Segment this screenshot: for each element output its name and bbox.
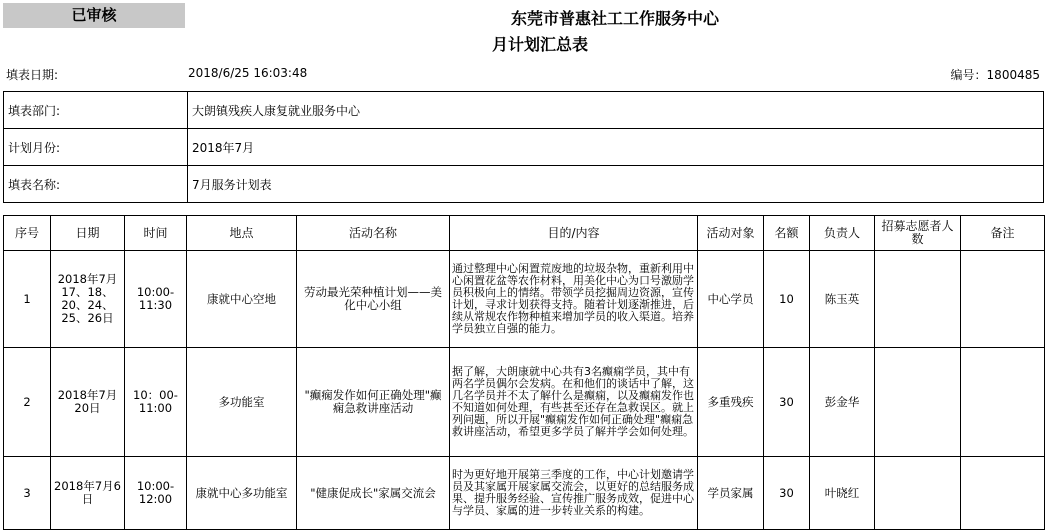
col-header-place: 地点 <box>187 216 297 251</box>
cell-place: 多功能室 <box>187 348 297 457</box>
serial-number: 编号：1800485 <box>950 68 1040 82</box>
dept-row <box>4 92 1044 129</box>
cell-activity: "健康促成长"家属交流会 <box>297 457 450 530</box>
cell-quota: 30 <box>764 457 810 530</box>
cell-target: 学员家属 <box>698 457 764 530</box>
cell-content: 据了解，大朗康就中心共有3名癫痫学员，其中有两名学员偶尔会发病。在和他们的谈话中了解，这几名学员并不太了解什么是癫痫，以及癫痫发作也不知道如何处理，有些甚至还存在急救误区。就上列问题，所以开展"癫痫发作如何正确处理"癫痫急救讲座活动，希望更多学员了解并学会如何处理。 <box>450 348 698 457</box>
fill-date-value: 2018/6/25 16:03:48 <box>188 66 308 80</box>
cell-quota: 10 <box>764 251 810 348</box>
month-row <box>4 129 1044 166</box>
month-label: 计划月份: <box>4 129 188 166</box>
cell-remark <box>961 457 1045 530</box>
col-header-quota: 名额 <box>764 216 810 251</box>
col-header-content: 目的/内容 <box>450 216 698 251</box>
name-row <box>4 166 1044 203</box>
audit-status-badge: 已审核 <box>3 3 185 28</box>
info-table <box>3 91 1044 203</box>
dept-label: 填表部门: <box>4 92 188 129</box>
cell-remark <box>961 348 1045 457</box>
cell-leader: 陈玉英 <box>810 251 875 348</box>
col-header-target: 活动对象 <box>698 216 764 251</box>
table-header-row <box>4 216 1045 251</box>
cell-date: 2018年7月20日 <box>51 348 125 457</box>
cell-no: 2 <box>4 348 51 457</box>
cell-content: 时为更好地开展第三季度的工作，中心计划邀请学员及其家属开展家属交流会，以更好的总结服务成果、提升服务经验、宣传推广服务成效，促进中心与学员、家属的进一步转业关系的构建。 <box>450 457 698 530</box>
cell-date: 2018年7月17、18、20、24、25、26日 <box>51 251 125 348</box>
col-header-volunteers: 招募志愿者人数 <box>875 216 961 251</box>
cell-place: 康就中心多功能室 <box>187 457 297 530</box>
cell-target: 中心学员 <box>698 251 764 348</box>
table-row <box>4 251 1045 348</box>
cell-no: 1 <box>4 251 51 348</box>
cell-leader: 叶晓红 <box>810 457 875 530</box>
col-header-date: 日期 <box>51 216 125 251</box>
table-row <box>4 348 1045 457</box>
cell-content: 通过整理中心闲置荒废地的垃圾杂物，重新利用中心闲置花盆等农作材料，用美化中心为口号激励学员积极向上的情绪。带领学员挖掘周边资源，宣传计划，寻求计划获得支持。随着计划逐渐推进，后续从常规农作物种植来增加学员的收入渠道。培养学员独立自强的能力。 <box>450 251 698 348</box>
cell-place: 康就中心空地 <box>187 251 297 348</box>
cell-quota: 30 <box>764 348 810 457</box>
cell-target: 多重残疾 <box>698 348 764 457</box>
cell-time: 10:00-11:30 <box>125 251 187 348</box>
cell-volunteers <box>875 251 961 348</box>
cell-date: 2018年7月6日 <box>51 457 125 530</box>
cell-time: 10:00-12:00 <box>125 457 187 530</box>
col-header-no: 序号 <box>4 216 51 251</box>
cell-volunteers <box>875 348 961 457</box>
dept-value: 大朗镇残疾人康复就业服务中心 <box>188 92 1044 129</box>
cell-leader: 彭金华 <box>810 348 875 457</box>
col-header-activity: 活动名称 <box>297 216 450 251</box>
table-row <box>4 457 1045 530</box>
col-header-time: 时间 <box>125 216 187 251</box>
cell-no: 3 <box>4 457 51 530</box>
form-name-label: 填表名称: <box>4 166 188 203</box>
cell-activity: 劳动最光荣种植计划——美化中心小组 <box>297 251 450 348</box>
form-name-value: 7月服务计划表 <box>188 166 1044 203</box>
organization-title: 东莞市普惠社工工作服务中心 <box>510 9 719 28</box>
plan-table <box>3 215 1045 530</box>
cell-activity: "癫痫发作如何正确处理"癫痫急救讲座活动 <box>297 348 450 457</box>
form-title: 月计划汇总表 <box>491 35 588 54</box>
cell-remark <box>961 251 1045 348</box>
month-value: 2018年7月 <box>188 129 1044 166</box>
cell-volunteers <box>875 457 961 530</box>
col-header-leader: 负责人 <box>810 216 875 251</box>
col-header-remark: 备注 <box>961 216 1045 251</box>
cell-time: 10：00-11:00 <box>125 348 187 457</box>
fill-date-label: 填表日期: <box>6 68 59 82</box>
